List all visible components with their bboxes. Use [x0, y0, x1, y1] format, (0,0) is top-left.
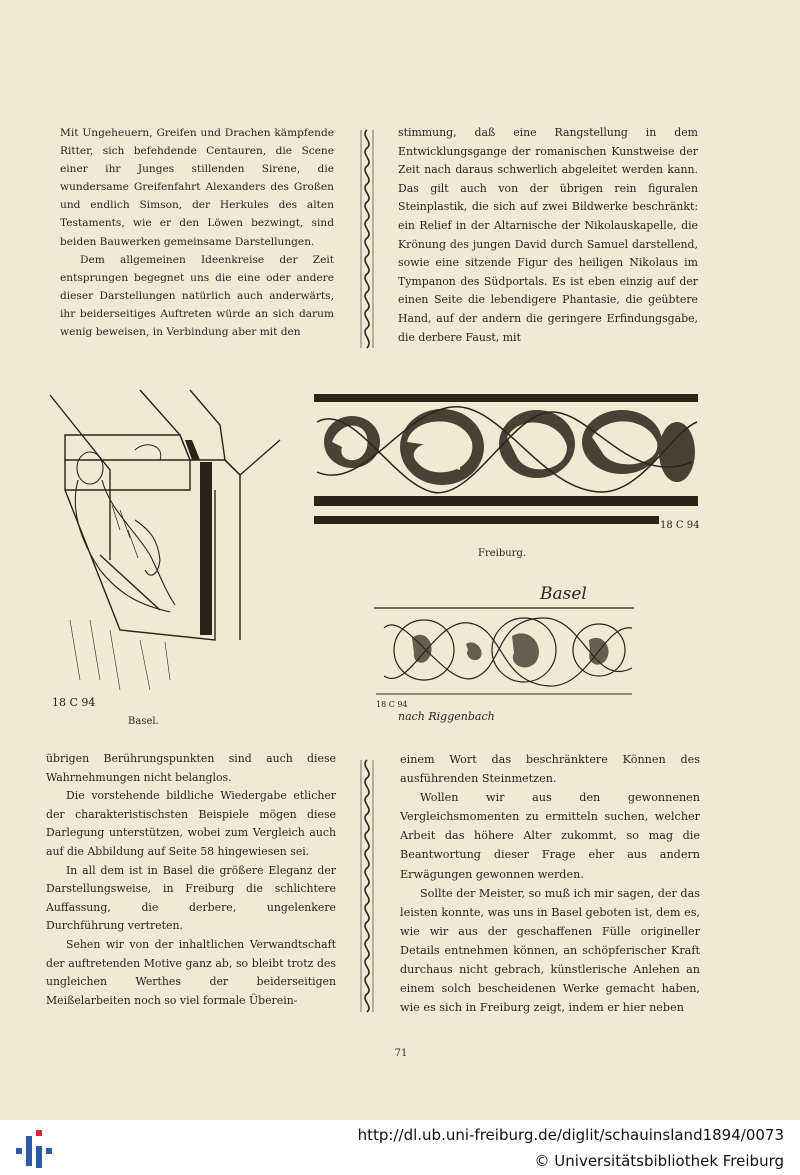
paragraph: In all dem ist in Basel die größere Eleganz der Darstellungsweise, in Freiburg die schlichtere Auffassung, die derbere, ungelenkere Durchführung vertreten. — [46, 863, 336, 933]
page-number: 71 — [394, 1048, 408, 1059]
library-logo-icon — [14, 1126, 54, 1170]
caption-basel-frieze-credit: nach Riggenbach — [398, 710, 495, 723]
paragraph: übrigen Berührungspunkten sind auch diese Wahrnehmungen nicht belanglos. — [46, 752, 336, 784]
text-column-top-left — [60, 124, 334, 341]
paragraph: Die vorstehende bildliche Wiedergabe etlicher der charakteristischsten Beispiele mögen diese Darlegung unterstützen, wobei zum Vergleich auch auf die Abbildung auf Seite 58 hingewiesen sei. — [46, 789, 336, 858]
paragraph: Sehen wir von der inhaltlichen Verwandtschaft der auftretenden Motive ganz ab, so bleibt trotz des ungleichen Werthes der beiderseitigen Meißelarbeiten noch so viel formale Überein- — [46, 937, 336, 1007]
monogram-freiburg: 18 C 94 — [660, 520, 700, 531]
frieze-drawing-basel — [374, 598, 636, 706]
monogram-basel: 18 C 94 — [376, 700, 408, 709]
corbel-sketch-basel — [40, 380, 300, 700]
paragraph: einem Wort das beschränktere Können des ausführenden Steinmetzen. — [400, 753, 700, 786]
copyright-notice: © Universitätsbibliothek Freiburg — [534, 1152, 784, 1170]
monogram-corbel: 18 C 94 — [52, 696, 96, 709]
text-column-top-right — [398, 124, 698, 347]
paragraph: Mit Ungeheuern, Greifen und Drachen kämpfende Ritter, sich befehdende Centauren, die Scene einer ihr Junges stillenden Sirene, die wundersame Greifenfahrt Alexanders des Großen und endlich Simson, der Herkules des alten Testaments, wie er den Löwen bezwingt, sind beiden Bauwerken gemeinsame Darstellungen. — [60, 127, 334, 248]
source-url-link[interactable]: http://dl.ub.uni-freiburg.de/diglit/schauinsland1894/0073 — [357, 1126, 784, 1144]
frieze-drawing-freiburg — [312, 392, 700, 542]
paragraph: Wollen wir aus den gewonnenen Vergleichsmomenten zu ermitteln suchen, welcher Arbeit das höhere Alter zukommt, so mag die Beantwortung dieser Frage eher aus andern Erwägungen gewonnen werden. — [400, 791, 700, 881]
text-column-bottom-right — [400, 750, 700, 1017]
ornamental-divider-bottom — [358, 756, 376, 1018]
paragraph: Dem allgemeinen Ideenkreise der Zeit entsprungen begegnet uns die eine oder andere dieser Darstellungen natürlich auch anderwärts, ihr beiderseitiges Auftreten würde an sich darum wenig beweisen, in Verbindung aber mit den — [60, 253, 334, 339]
ornamental-divider-top — [358, 126, 376, 354]
paragraph: stimmung, daß eine Rangstellung in dem Entwicklungsgange der romanischen Kunstweise der Zeit nach daraus schwerlich abgeleitet werden kann. Das gilt auch von der übrigen rein figuralen Steinplastik, die sich auf zwei Bildwerke beschränkt: ein Relief in der Altarnische der Nikolauskapelle, die Krönung des jungen David durch Samuel darstellend, sowie eine sitzende Figur des heiligen Nikolaus im Tympanon des Südportals. Es ist eben einzig auf der einen Seite die lebendigere Phantasie, die geübtere Hand, auf der andern die geringere Erfindungsgabe, die derbere Faust, mit — [398, 126, 698, 344]
caption-basel-frieze-heading: Basel — [540, 584, 587, 604]
caption-basel-corbel: Basel. — [128, 716, 159, 727]
viewer-footer — [0, 1120, 800, 1175]
text-column-bottom-left — [46, 750, 336, 1010]
paragraph: Sollte der Meister, so muß ich mir sagen, der das leisten konnte, was uns in Basel geboten ist, dem es, wie wir aus der geschaffenen Fülle origineller Details entnehmen können, an schöpferischer Kraft durchaus nicht gebrach, künstlerische Anlehen an einem solch bescheidenen Werke gemacht haben, wie es sich in Freiburg zeigt, indem er hier neben — [400, 886, 700, 1015]
caption-freiburg-frieze: Freiburg. — [478, 548, 527, 559]
